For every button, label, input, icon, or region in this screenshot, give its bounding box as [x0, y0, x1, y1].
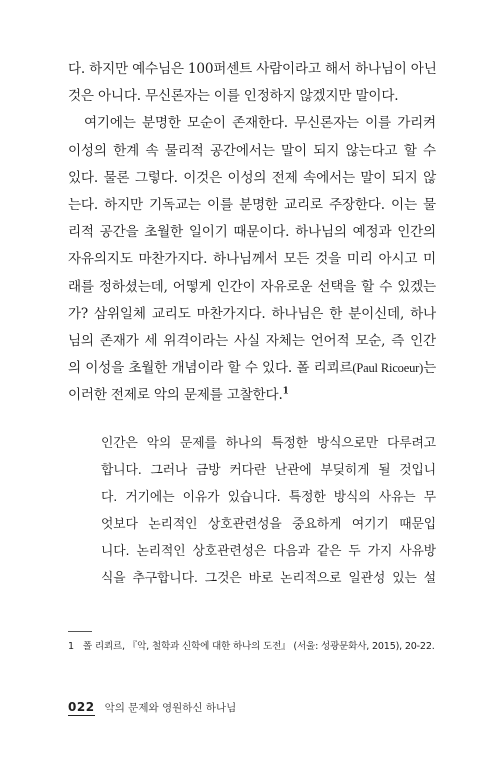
body-line: 는다. 하지만 기독교는 이를 분명한 교리로 주장한다. 이는 물	[68, 196, 436, 213]
body-line: 있다. 물론 그렇다. 이것은 이성의 전제 속에서는 말이 되지 않	[68, 169, 436, 186]
body-line: 여기에는 분명한 모순이 존재한다. 무신론자는 이를 가리켜	[84, 115, 436, 132]
quote-line: 니다. 논리적인 상호관련성은 다음과 같은 두 가지 사유방	[101, 544, 436, 559]
footnote-text: 폴 리쾨르, 『악, 철학과 신학에 대한 하나의 도전』 (서울: 성광문화사, 2015), 20-22.	[82, 641, 435, 652]
body-text-segment: 의 이성을 초월한 개념이라 할 수 있다. 폴 리쾨르	[68, 360, 353, 377]
body-line: 자유의지도 마찬가지다. 하나님께서 모든 것을 미리 아시고 미	[68, 251, 436, 268]
body-line: 다. 하지만 예수님은 100퍼센트 사람이라고 해서 하나님이 아닌	[68, 61, 437, 77]
quote-line: 인간은 악의 문제를 하나의 특정한 방식으로만 다루려고	[101, 436, 436, 451]
body-line	[68, 355, 436, 382]
body-text-segment: 는	[423, 360, 436, 377]
page-footer	[68, 700, 236, 716]
body-text-segment: 이러한 전제로 악의 문제를 고찰한다.	[68, 387, 283, 404]
quote-line: 식을 추구합니다. 그것은 바로 논리적으로 일관성 있는 설	[101, 571, 436, 586]
author-name-latin: (Paul Ricoeur)	[352, 361, 424, 376]
body-line: 리적 공간을 초월한 일이기 때문이다. 하나님의 예정과 인간의	[68, 224, 436, 241]
quote-line: 다. 거기에는 이유가 있습니다. 특정한 방식의 사유는 무	[101, 490, 436, 505]
block-quote	[101, 430, 436, 592]
footnote-divider	[68, 631, 92, 632]
body-line	[68, 382, 436, 409]
quote-line: 합니다. 그러나 금방 커다란 난관에 부딪히게 될 것입니	[101, 463, 436, 478]
body-line: 이성의 한계 속 물리적 공간에서는 말이 되지 않는다고 할 수	[68, 142, 436, 159]
footnote-number: 1	[68, 641, 74, 652]
body-line: 것은 아니다. 무신론자는 이를 인정하지 않겠지만 말이다.	[68, 88, 399, 105]
body-text	[68, 56, 436, 409]
footnote	[68, 640, 435, 654]
page-number: 022	[68, 700, 95, 714]
body-line: 래를 정하셨는데, 어떻게 인간이 자유로운 선택을 할 수 있겠는	[68, 278, 436, 295]
footnote-reference[interactable]: 1	[282, 386, 289, 397]
body-line: 님의 존재가 세 위격이라는 사실 자체는 언어적 모순, 즉 인간	[68, 332, 436, 349]
quote-line: 엇보다 논리적인 상호관련성을 중요하게 여기기 때문입	[101, 517, 436, 532]
running-head: 악의 문제와 영원하신 하나님	[104, 702, 237, 714]
body-line: 가? 삼위일체 교리도 마찬가지다. 하나님은 한 분이신데, 하나	[68, 305, 436, 322]
